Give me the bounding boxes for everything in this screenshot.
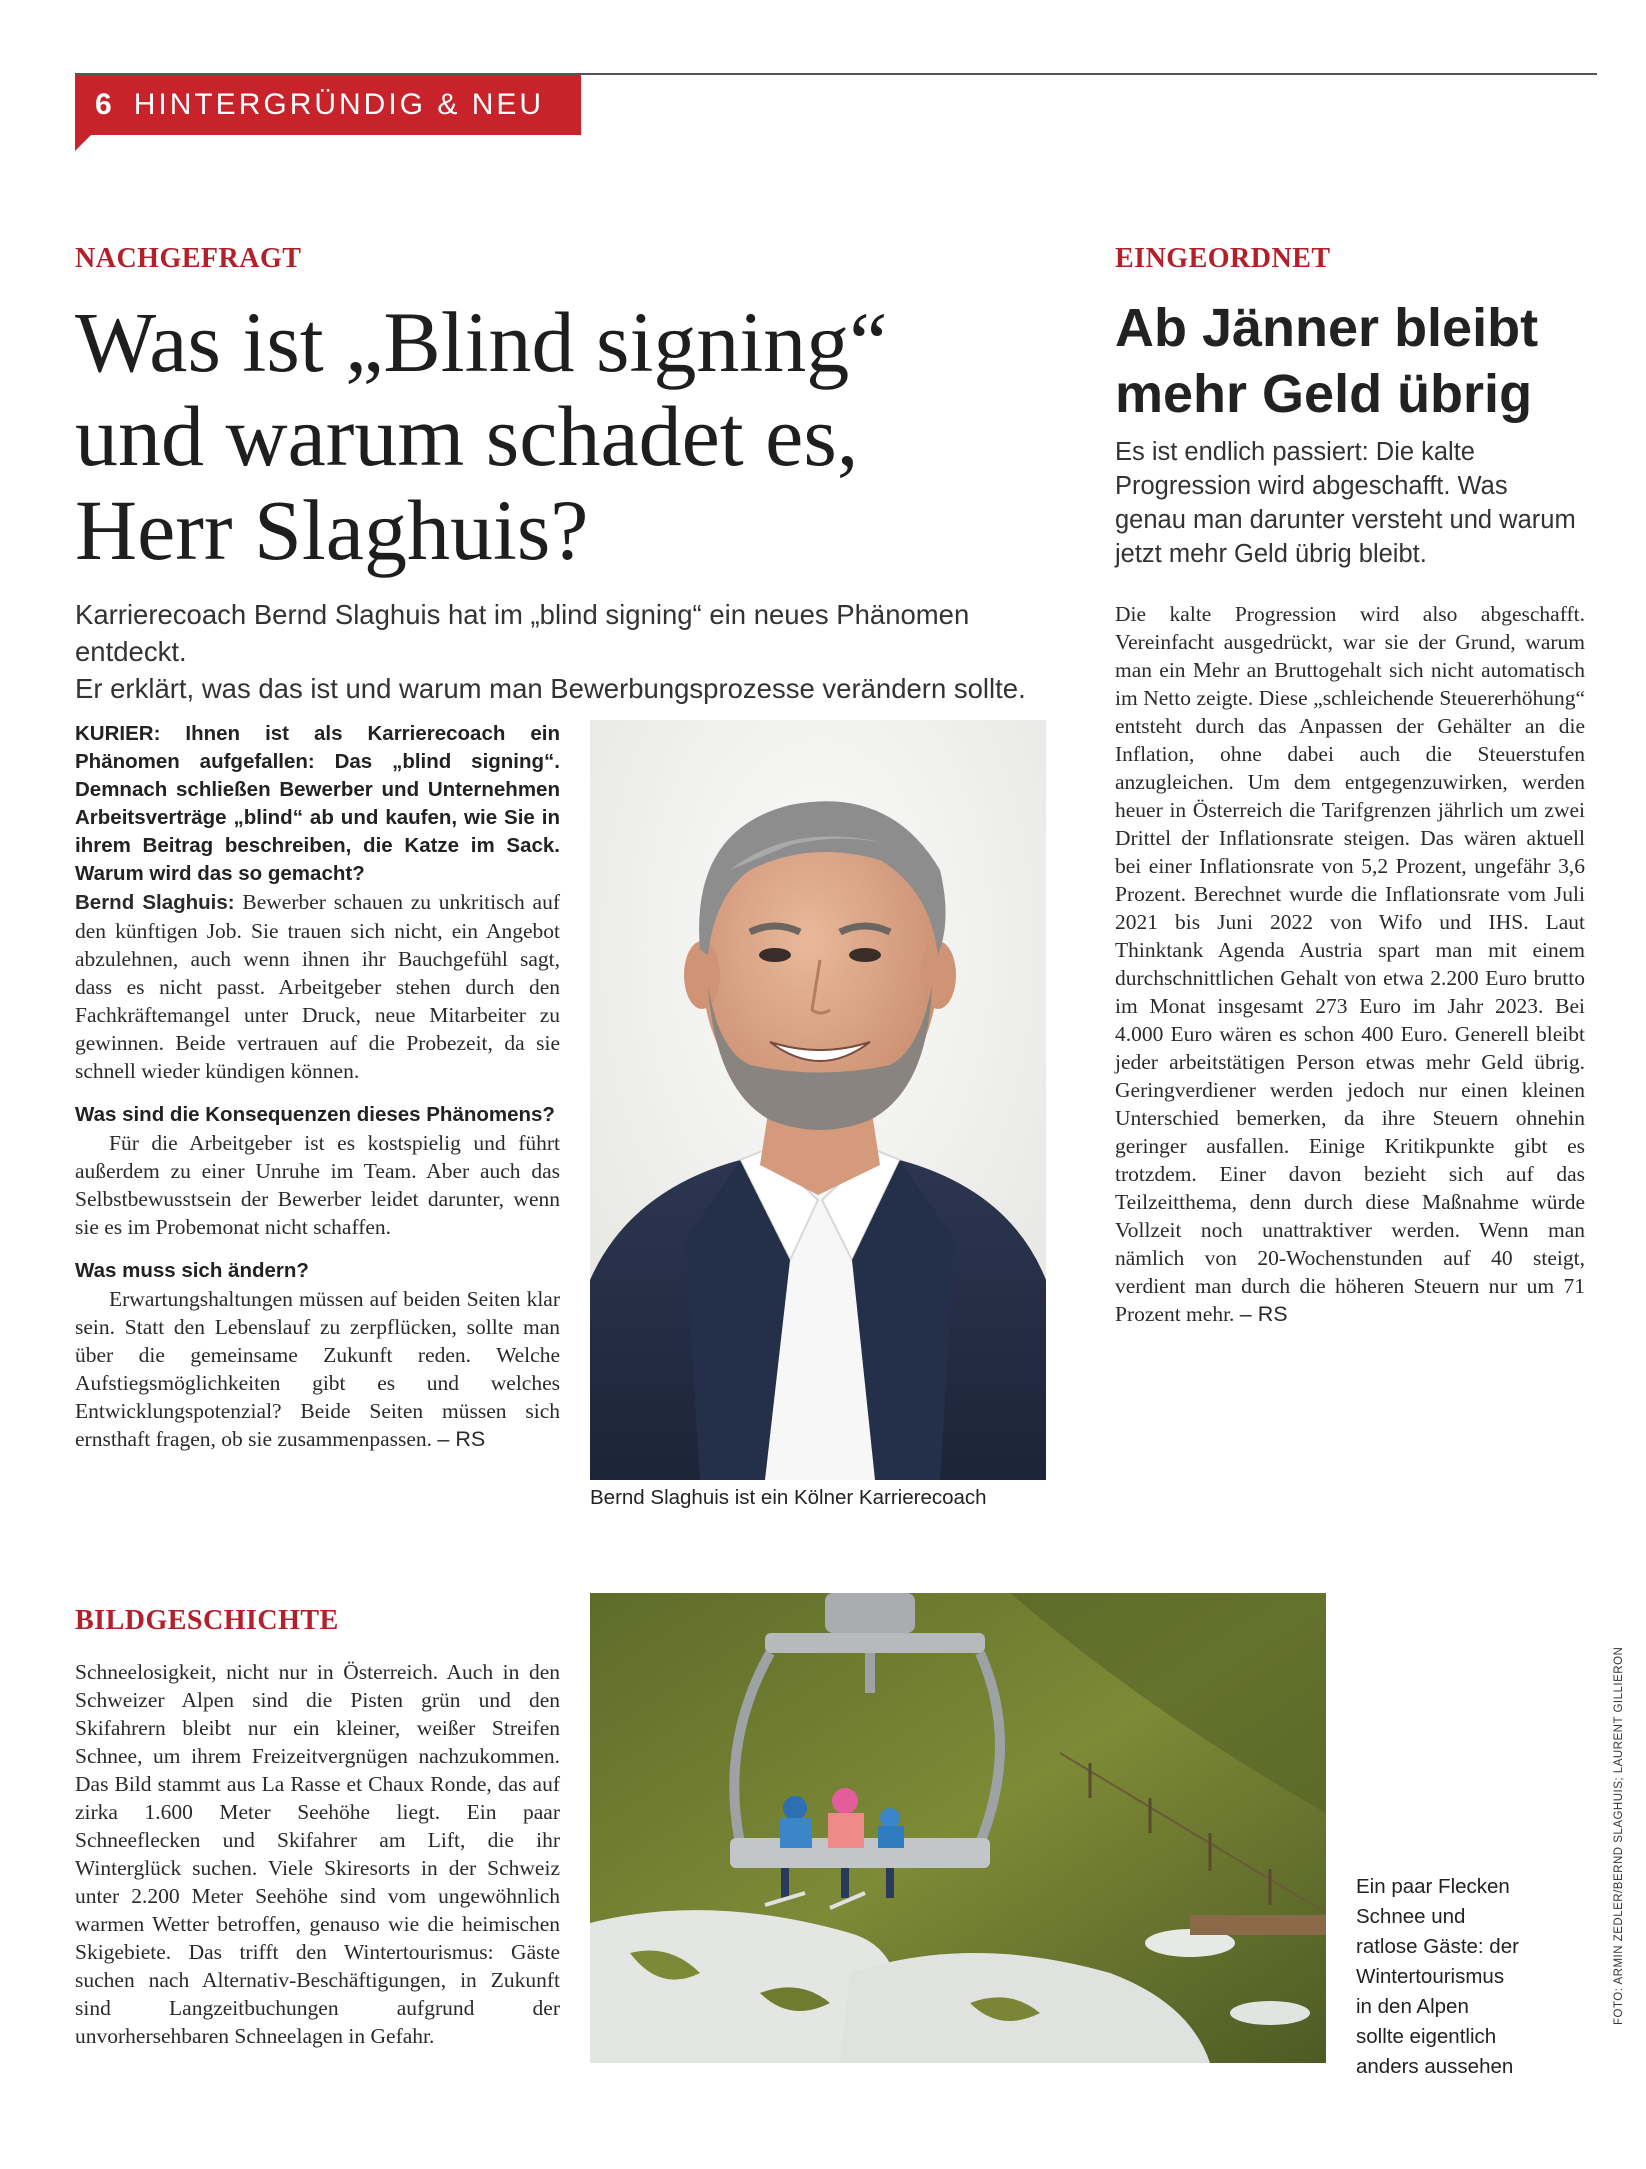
progression-column xyxy=(1115,600,1585,1328)
interview-question: Was sind die Konsequenzen dieses Phänomens? xyxy=(75,1103,555,1126)
intro-line: Er erklärt, was das ist und warum man Bewerbungsprozesse verändern sollte. xyxy=(75,673,1026,704)
interview-question: KURIER: Ihnen ist als Karrierecoach ein Phänomen aufgefallen: Das „blind signing“. Demnach schließen Bewerber und Unternehmen Arbeitsverträge „blind“ ab und kaufen, wie Sie in ihrem Beitrag beschreiben, die Katze im Sack. Warum wird das so gemacht? xyxy=(75,722,560,885)
interview-answer xyxy=(75,888,560,1085)
kicker-bildgeschichte: BILDGESCHICHTE xyxy=(75,1605,339,1636)
section-tab xyxy=(75,75,581,135)
headline-line: Herr Slaghuis? xyxy=(75,482,589,578)
headline-line: Ab Jänner bleibt xyxy=(1115,298,1539,358)
article-body xyxy=(1115,600,1585,1328)
bildgeschichte-column xyxy=(75,1658,560,2050)
photo-credit: FOTO: ARMIN ZEDLER/BERND SLAGHUIS; LAURENT GILLIERON xyxy=(1613,1646,1625,2025)
portrait-caption: Bernd Slaghuis ist ein Kölner Karrierecoach xyxy=(590,1486,987,1509)
interview-answer: Für die Arbeitgeber ist es kostspielig und führt außerdem zu einer Unruhe im Team. Aber auch das Selbstbewusstsein der Bewerber leidet darunter, wenn sie es im Probemonat nicht schaffen. xyxy=(75,1131,560,1239)
caption-line: Ein paar Flecken xyxy=(1356,1875,1510,1898)
author-signature: – RS xyxy=(437,1427,486,1451)
caption-line: ratlose Gäste: der xyxy=(1356,1935,1519,1958)
kicker-eingeordnet: EINGEORDNET xyxy=(1115,243,1331,274)
headline-progression xyxy=(1115,295,1585,427)
caption-line: anders aussehen xyxy=(1356,2055,1514,2078)
interview-question: Was muss sich ändern? xyxy=(75,1259,309,1282)
answer-text: Erwartungshaltungen müssen auf beiden Seiten klar sein. Statt den Lebenslauf zu zerpflücken, sollte man über die gemeinsame Zukunft reden. Welche Aufstiegsmöglichkeiten gibt es und welches Entwicklungspotenzial? Beide Seiten müssen sich ernsthaft fragen, ob sie zusammenpassen. xyxy=(75,1287,560,1451)
portrait-illustration xyxy=(590,720,1046,1480)
chairlift-illustration xyxy=(590,1593,1326,2063)
headline-line: und warum schadet es, xyxy=(75,388,859,484)
section-title: HINTERGRÜNDIG & NEU xyxy=(133,88,545,121)
section-tab-notch xyxy=(75,135,91,151)
interview-answer xyxy=(75,1285,560,1453)
headline-line: mehr Geld übrig xyxy=(1115,364,1533,424)
intro-interview xyxy=(75,596,1075,707)
chairlift-photo xyxy=(590,1593,1326,2063)
answer-text: Bewerber schauen zu unkritisch auf den künftigen Job. Sie trauen sich nicht, ein Angebot abzulehnen, auch wenn ihnen ihr Bauchgefühl sagt, dass es nicht passt. Arbeitgeber stehen durch den Fachkräftemangel unter Druck, neue Mitarbeiter zu gewinnen. Beide vertrauen auf die Probezeit, da sie schnell wieder kündigen können. xyxy=(75,890,561,1083)
intro-line: Karrierecoach Bernd Slaghuis hat im „blind signing“ ein neues Phänomen entdeckt. xyxy=(75,599,970,667)
chairlift-caption xyxy=(1356,1872,1556,2082)
kicker-nachgefragt: NACHGEFRAGT xyxy=(75,243,302,274)
author-signature: – RS xyxy=(1239,1302,1288,1326)
intro-progression: Es ist endlich passiert: Die kalte Progression wird abgeschafft. Was genau man darunter versteht und warum jetzt mehr Geld übrig bleibt. xyxy=(1115,438,1576,568)
article-text: Die kalte Progression wird also abgeschafft. Vereinfacht ausgedrückt, war sie der Grund, warum man ein Mehr an Bruttogehalt sich nicht automatisch im Netto zeigte. Diese „schleichende Steuererhöhung“ entsteht durch das Anpassen der Gehälter an die Inflation, ohne dabei auch die Steuerstufen anzugleichen. Um dem entgegenzuwirken, werden heuer in Österreich die Tarifgrenzen jährlich um zwei Drittel der Inflationsrate steigen. Das wären aktuell bei einer Inflationsrate von 5,2 Prozent, ungefähr 3,6 Prozent. Berechnet wurde die Inflationsrate vom Juli 2021 bis Juni 2022 von Wifo und IHS. Laut Thinktank Agenda Austria spart man mit einem durchschnittlichen Gehalt von etwa 2.200 Euro brutto im Monat insgesamt 273 Euro im Jahr 2023. Bei 4.000 Euro wären es schon 400 Euro. Generell bleibt jeder arbeitstätigen Person etwas mehr Geld übrig. Geringverdiener werden jedoch nur einen kleinen Unterschied bemerken, da ihre Steuern ohnehin geringer ausfallen. Einige Kritikpunkte gibt es trotzdem. Einer davon bezieht sich auf das Teilzeitthema, denn durch diese Maßnahme würde Vollzeit noch unattraktiver werden. Wenn man nämlich von 20-Wochenstunden auf 40 steigt, verdient man durch die höheren Steuern nur um 71 Prozent mehr. xyxy=(1115,602,1585,1326)
caption-line: Wintertourismus xyxy=(1356,1965,1505,1988)
headline-line: Was ist „Blind signing“ xyxy=(75,294,888,390)
page-number: 6 xyxy=(95,88,112,121)
caption-line: sollte eigentlich xyxy=(1356,2025,1497,2048)
headline-interview xyxy=(75,295,975,577)
interview-column xyxy=(75,720,560,1453)
portrait-photo xyxy=(590,720,1046,1480)
caption-line: Schnee und xyxy=(1356,1905,1466,1928)
caption-line: in den Alpen xyxy=(1356,1995,1469,2018)
answer-speaker: Bernd Slaghuis: xyxy=(75,891,235,914)
story-body: Schneelosigkeit, nicht nur in Österreich. Auch in den Schweizer Alpen sind die Pisten grün und den Skifahrern bleibt nur ein kleiner, weißer Streifen Schnee, um ihrem Freizeitvergnügen nachzukommen. Das Bild stammt aus La Rasse et Chaux Ronde, das auf zirka 1.600 Meter Seehöhe liegt. Ein paar Schneeflecken und Skifahrer am Lift, die ihr Winterglück suchen. Viele Skiresorts in der Schweiz unter 2.200 Meter Seehöhe sind vom ungewöhnlich warmen Wetter betroffen, genauso wie die heimischen Skigebiete. Das trifft den Wintertourismus: Gäste suchen nach Alternativ-Beschäftigungen, in Zukunft sind Langzeitbuchungen aufgrund der unvorhersehbaren Schneelagen in Gefahr. xyxy=(75,1660,560,2048)
